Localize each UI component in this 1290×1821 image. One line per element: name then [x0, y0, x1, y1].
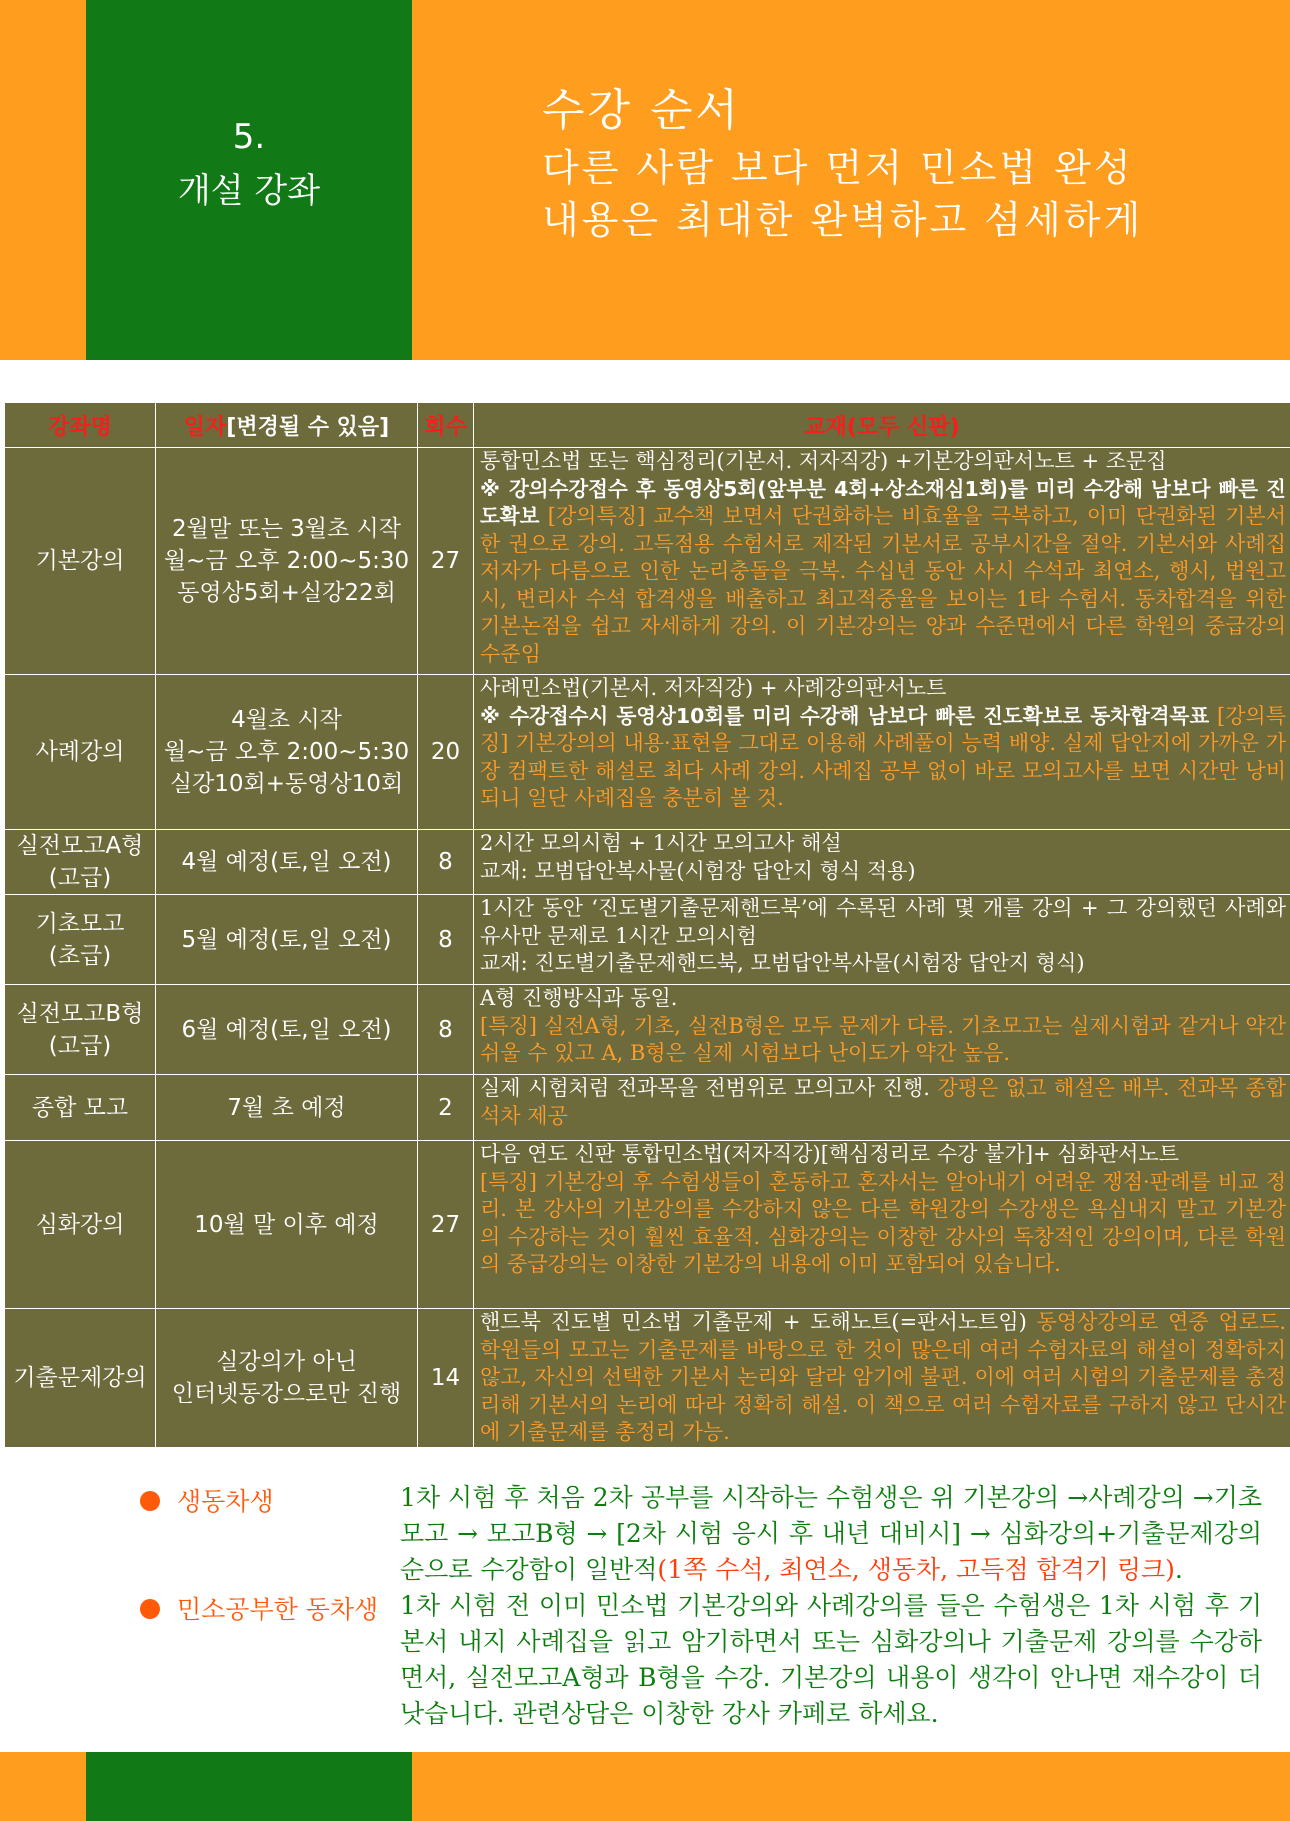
course-material: 실제 시험처럼 전과목을 전범위로 모의고사 진행. 강평은 없고 해설은 배부. 전과목 종합 석차 제공 [474, 1075, 1290, 1141]
course-date: 4월 예정(토,일 오전) [156, 830, 418, 895]
course-count: 27 [418, 1141, 474, 1309]
col-header-count: 회수 [418, 403, 474, 448]
course-date: 6월 예정(토,일 오전) [156, 985, 418, 1075]
course-material: 2시간 모의시험 + 1시간 모의고사 해설 교재: 모범답안복사물(시험장 답안지 형식 적용) [474, 830, 1290, 895]
course-material: 1시간 동안 ‘진도별기출문제핸드북’에 수록된 사례 몇 개를 강의 + 그 강의했던 사례와 유사만 문제로 1시간 모의시험 교재: 진도별기출문제핸드북, 모범답안복사물(시험장 답안지 형식) [474, 895, 1290, 985]
slogan-1: 다른 사람 보다 먼저 민소법 완성 [542, 146, 1134, 190]
course-count: 8 [418, 985, 474, 1075]
course-date: 2월말 또는 3월초 시작 월~금 오후 2:00~5:30 동영상5회+실강22회 [156, 448, 418, 675]
course-name: 기초모고 (초급) [5, 895, 156, 985]
table-row [5, 448, 1290, 675]
course-name: 기본강의 [5, 448, 156, 675]
course-date: 10월 말 이후 예정 [156, 1141, 418, 1309]
course-material: 다음 연도 신판 통합민소법(저자직강)[핵심정리로 수강 불가]+ 심화판서노트 [특징] 기본강의 후 수험생들이 혼동하고 혼자서는 알아내기 어려운 쟁점·판례를 비교 정리. 본 강사의 기본강의를 수강하지 않은 다른 학원강의 수강생은 욕심내지 말고 기본강의 수강하는 것이 훨씬 효율적. 심화강의는 이창한 강사의 독창적인 강의이며, 다른 학원의 중급강의는 이창한 기본강의 내용에 이미 포함되어 있습니다. [474, 1141, 1290, 1309]
note-1-label: 생동차생 [177, 1487, 274, 1516]
section-label [86, 110, 412, 218]
course-count: 27 [418, 448, 474, 675]
slogan-2: 내용은 최대한 완벽하고 섬세하게 [542, 198, 1144, 242]
bullet-icon [140, 1491, 160, 1511]
course-count: 20 [418, 675, 474, 830]
course-date: 실강의가 아닌 인터넷동강으로만 진행 [156, 1309, 418, 1448]
col-header-name: 강좌명 [5, 403, 156, 448]
section-number: 5. [232, 117, 266, 157]
course-date: 5월 예정(토,일 오전) [156, 895, 418, 985]
header-text [542, 80, 1143, 246]
course-material: 핸드북 진도별 민소법 기출문제 + 도해노트(=판서노트임) 동영상강의로 연중 업로드. 학원들의 모고는 기출문제를 바탕으로 한 것이 많은데 여러 수험자료의 해설이 정확하지 않고, 자신의 선택한 기본서 논리와 달라 암기에 불편. 이에 여러 시험의 기출문제를 총정리해 기본서의 논리에 따라 정확히 해설. 이 책으로 여러 수험자료를 구하지 않고 단시간에 기출문제를 총정리 가능. [474, 1309, 1290, 1448]
course-name: 기출문제강의 [5, 1309, 156, 1448]
page-heading: 수강 순서 [542, 85, 742, 136]
course-count: 2 [418, 1075, 474, 1141]
table-row [5, 675, 1290, 830]
course-date: 7월 초 예정 [156, 1075, 418, 1141]
col-header-material: 교재(모두 신판) [474, 403, 1290, 448]
table-row [5, 895, 1290, 985]
note-2-label: 민소공부한 동차생 [177, 1595, 379, 1624]
course-name: 실전모고B형 (고급) [5, 985, 156, 1075]
footer-green-block [86, 1752, 412, 1821]
table-row [5, 1309, 1290, 1448]
col-header-date: 일자[변경될 수 있음] [156, 403, 418, 448]
note-2-text: 1차 시험 전 이미 민소법 기본강의와 사례강의를 들은 수험생은 1차 시험 후 기본서 내지 사례집을 읽고 암기하면서 또는 심화강의나 기출문제 강의를 수강하면서, 실전모고A형과 B형을 수강. 기본강의 내용이 생각이 안나면 재수강이 더 낫습니다. 관련상담은 이창한 강사 카페로 하세요. [400, 1591, 1262, 1728]
course-count: 14 [418, 1309, 474, 1448]
course-name: 종합 모고 [5, 1075, 156, 1141]
course-count: 8 [418, 830, 474, 895]
course-material: 사례민소법(기본서. 저자직강) + 사례강의판서노트 ※ 수강접수시 동영상10회를 미리 수강해 남보다 빠른 진도확보로 동차합격목표 [강의특징] 기본강의의 내용·표현을 그대로 이용해 사례풀이 능력 배양. 실제 답안지에 가까운 가장 컴팩트한 해설로 최다 사례 강의. 사례집 공부 없이 바로 모의고사를 보면 시간만 낭비되니 일단 사례집을 충분히 볼 것. [474, 675, 1290, 830]
course-material: 통합민소법 또는 핵심정리(기본서. 저자직강) +기본강의판서노트 + 조문집 ※ 강의수강접수 후 동영상5회(앞부분 4회+상소재심1회)를 미리 수강해 남보다 빠른 진도확보 [강의특징] 교수책 보면서 단권화하는 비효율을 극복하고, 이미 단권화된 기본서 한 권으로 강의. 고득점용 수험서로 제작된 기본서로 공부시간을 절약. 기본서와 사례집 저자가 다름으로 인한 논리충돌을 극복. 수십년 동안 사시 수석과 최연소, 행시, 법원고시, 변리사 수석 합격생을 배출하고 최고적중율을 보이는 1타 수험서. 동차합격을 위한 기본논점을 쉽고 자세하게 강의. 이 기본강의는 양과 수준면에서 다른 학원의 중급강의 수준임 [474, 448, 1290, 675]
note-1-text: 1차 시험 후 처음 2차 공부를 시작하는 수험생은 위 기본강의 →사례강의 →기초모고 → 모고B형 → [2차 시험 응시 후 내년 대비시] → 심화강의+기출문제강의 순으로 수강함이 일반적(1쪽 수석, 최연소, 생동차, 고득점 합격기 링크). [400, 1483, 1262, 1584]
course-date: 4월초 시작 월~금 오후 2:00~5:30 실강10회+동영상10회 [156, 675, 418, 830]
table-row [5, 1075, 1290, 1141]
table-header-row [5, 403, 1290, 448]
table-row [5, 830, 1290, 895]
course-name: 사례강의 [5, 675, 156, 830]
course-count: 8 [418, 895, 474, 985]
bullet-icon [140, 1599, 160, 1619]
course-name: 실전모고A형 (고급) [5, 830, 156, 895]
section-title: 개설 강좌 [177, 171, 321, 211]
table-row [5, 985, 1290, 1075]
table-row [5, 1141, 1290, 1309]
course-material: A형 진행방식과 동일. [특징] 실전A형, 기초, 실전B형은 모두 문제가 다름. 기초모고는 실제시험과 같거나 약간 쉬울 수 있고 A, B형은 실제 시험보다 난이도가 약간 높음. [474, 985, 1290, 1075]
course-name: 심화강의 [5, 1141, 156, 1309]
course-table [4, 402, 1290, 1448]
